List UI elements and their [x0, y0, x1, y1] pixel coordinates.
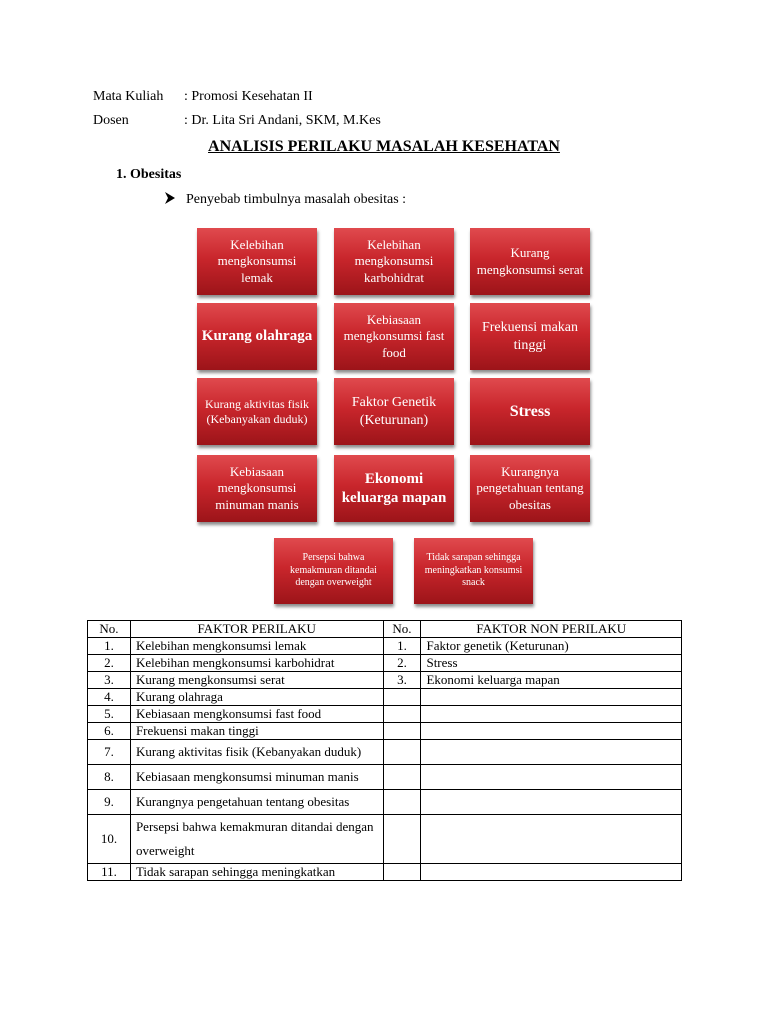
- cause-box: [470, 455, 590, 522]
- nonbehavior-factor-cell: Ekonomi keluarga mapan: [421, 672, 682, 689]
- behavior-factor-cell: Frekuensi makan tinggi: [130, 723, 383, 740]
- cause-box-label: Tidak sarapan sehingga meningkatkan konsumsi snack: [424, 552, 523, 589]
- row-number: 5.: [88, 706, 131, 723]
- nonbehavior-factor-cell: Stress: [421, 655, 682, 672]
- behavior-factor-cell: Persepsi bahwa kemakmuran ditandai dengan overweight: [130, 815, 383, 864]
- behavior-factor-cell: Tidak sarapan sehingga meningkatkan: [130, 864, 383, 881]
- cause-box-label: Kurang mengkonsumsi serat: [476, 245, 584, 277]
- cause-box-label: Faktor Genetik (Keturunan): [351, 395, 437, 428]
- nonbehavior-factor-cell: [421, 790, 682, 815]
- table-row: [88, 740, 682, 765]
- row-number: 1.: [383, 638, 421, 655]
- row-number: [383, 790, 421, 815]
- lecturer-label: Dosen: [93, 113, 129, 128]
- row-number: 4.: [88, 689, 131, 706]
- nonbehavior-factor-cell: [421, 706, 682, 723]
- cause-box-label: Persepsi bahwa kemakmuran ditandai dengan overweight: [290, 552, 377, 589]
- cause-box-label: Kurangnya pengetahuan tentang obesitas: [476, 464, 584, 512]
- arrow-bullet-icon: [164, 191, 176, 210]
- table-row: [88, 765, 682, 790]
- behavior-factor-cell: Kebiasaan mengkonsumsi fast food: [130, 706, 383, 723]
- row-number: [383, 689, 421, 706]
- cause-box-label: Kebiasaan mengkonsumsi minuman manis: [215, 464, 299, 512]
- cause-box: [334, 303, 454, 370]
- table-row: [88, 689, 682, 706]
- behavior-factor-cell: Kurang aktivitas fisik (Kebanyakan duduk): [130, 740, 383, 765]
- cause-box-label: Kurang aktivitas fisik (Kebanyakan duduk): [205, 396, 309, 426]
- row-number: 8.: [88, 765, 131, 790]
- cause-box: [197, 303, 317, 370]
- behavior-factor-cell: Kurang olahraga: [130, 689, 383, 706]
- table-row: [88, 706, 682, 723]
- nonbehavior-factor-cell: Faktor genetik (Keturunan): [421, 638, 682, 655]
- course-value: : Promosi Kesehatan II: [184, 89, 313, 104]
- table-row: [88, 790, 682, 815]
- row-number: [383, 765, 421, 790]
- table-header-row: [88, 621, 682, 638]
- cause-box-label: Frekuensi makan tinggi: [481, 320, 579, 353]
- row-number: 7.: [88, 740, 131, 765]
- cause-box: [334, 228, 454, 295]
- table-row: [88, 638, 682, 655]
- row-number: 11.: [88, 864, 131, 881]
- nonbehavior-factor-cell: [421, 689, 682, 706]
- row-number: 3.: [88, 672, 131, 689]
- cause-box-label: Stress: [509, 402, 551, 420]
- header-no-behavior: No.: [88, 621, 131, 638]
- behavior-factor-cell: Kelebihan mengkonsumsi karbohidrat: [130, 655, 383, 672]
- lecturer-value: : Dr. Lita Sri Andani, SKM, M.Kes: [184, 113, 381, 128]
- header-nonbehavior-factor: FAKTOR NON PERILAKU: [421, 621, 682, 638]
- cause-box-label: Kelebihan mengkonsumsi karbohidrat: [354, 237, 434, 285]
- row-number: 9.: [88, 790, 131, 815]
- cause-box: [197, 228, 317, 295]
- nonbehavior-factor-cell: [421, 815, 682, 864]
- table-row: [88, 672, 682, 689]
- row-number: 3.: [383, 672, 421, 689]
- behavior-factor-cell: Kurangnya pengetahuan tentang obesitas: [130, 790, 383, 815]
- cause-box: [197, 455, 317, 522]
- table-row: [88, 815, 682, 864]
- document-title: ANALISIS PERILAKU MASALAH KESEHATAN: [208, 138, 560, 155]
- table-row: [88, 655, 682, 672]
- cause-box: [414, 538, 533, 604]
- table-row: [88, 723, 682, 740]
- row-number: 2.: [88, 655, 131, 672]
- row-number: [383, 723, 421, 740]
- row-number: 6.: [88, 723, 131, 740]
- cause-box-label: Kurang olahraga: [201, 328, 313, 345]
- cause-box: [334, 378, 454, 445]
- factors-table: [87, 620, 682, 881]
- row-number: [383, 815, 421, 864]
- cause-box: [470, 228, 590, 295]
- row-number: [383, 706, 421, 723]
- nonbehavior-factor-cell: [421, 723, 682, 740]
- cause-box: [197, 378, 317, 445]
- cause-box-label: Kebiasaan mengkonsumsi fast food: [343, 312, 445, 360]
- behavior-factor-cell: Kurang mengkonsumsi serat: [130, 672, 383, 689]
- cause-box: [470, 378, 590, 445]
- bullet-text: Penyebab timbulnya masalah obesitas :: [186, 192, 407, 207]
- cause-box: [274, 538, 393, 604]
- row-number: [383, 740, 421, 765]
- header-behavior-factor: FAKTOR PERILAKU: [130, 621, 383, 638]
- cause-box-label: Ekonomi keluarga mapan: [341, 470, 447, 506]
- table-row: [88, 864, 682, 881]
- behavior-factor-cell: Kebiasaan mengkonsumsi minuman manis: [130, 765, 383, 790]
- cause-box: [470, 303, 590, 370]
- cause-box: [334, 455, 454, 522]
- row-number: 10.: [88, 815, 131, 864]
- nonbehavior-factor-cell: [421, 765, 682, 790]
- row-number: [383, 864, 421, 881]
- row-number: 1.: [88, 638, 131, 655]
- course-label: Mata Kuliah: [93, 89, 164, 104]
- behavior-factor-cell: Kelebihan mengkonsumsi lemak: [130, 638, 383, 655]
- nonbehavior-factor-cell: [421, 864, 682, 881]
- header-no-nonbehavior: No.: [383, 621, 421, 638]
- cause-box-label: Kelebihan mengkonsumsi lemak: [217, 237, 297, 285]
- row-number: 2.: [383, 655, 421, 672]
- section-heading: 1. Obesitas: [116, 167, 182, 182]
- nonbehavior-factor-cell: [421, 740, 682, 765]
